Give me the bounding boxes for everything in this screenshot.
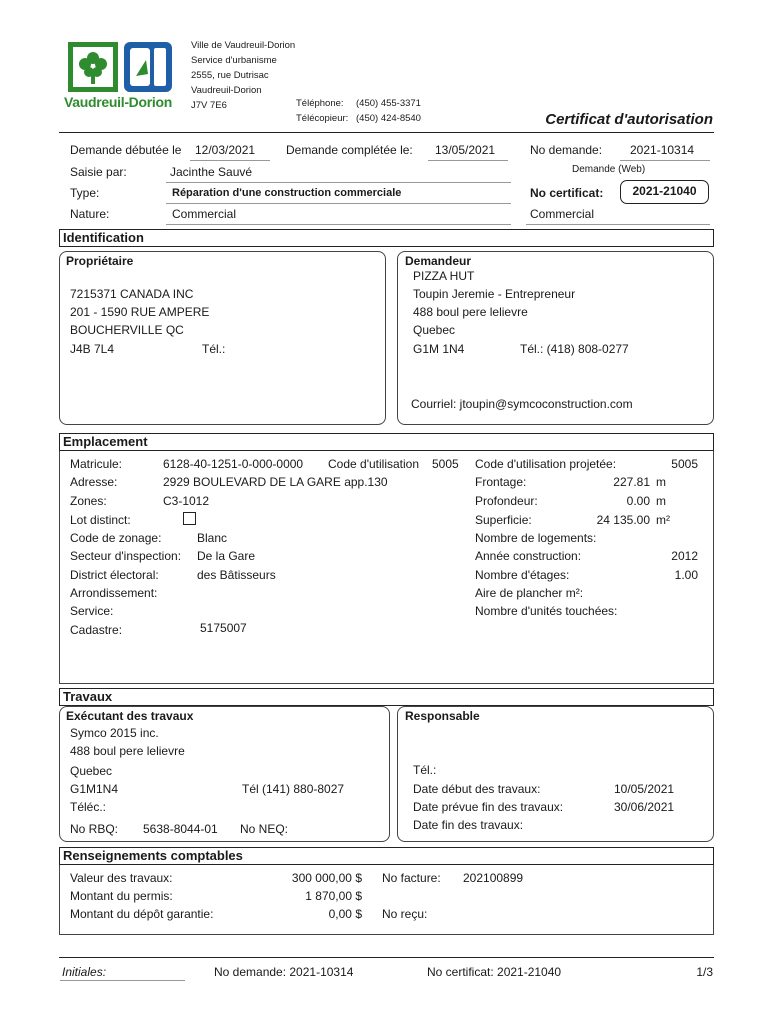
applicant-title: Demandeur bbox=[405, 254, 472, 268]
nature-right-value: Commercial bbox=[530, 207, 595, 221]
units-touched-label: Nombre d'unités touchées: bbox=[475, 604, 618, 618]
rbq-label: No RBQ: bbox=[70, 822, 119, 836]
lot-label: Lot distinct: bbox=[70, 513, 131, 527]
section-location: Emplacement bbox=[59, 433, 714, 451]
invoice-value: 202100899 bbox=[463, 871, 524, 885]
frontage-label: Frontage: bbox=[475, 475, 527, 489]
depth-value: 0.00 bbox=[626, 494, 650, 508]
service-label: Service: bbox=[70, 604, 114, 618]
floor-area-label: Aire de plancher m²: bbox=[475, 586, 584, 600]
rbq-value: 5638-8044-01 bbox=[143, 822, 218, 836]
started-value: 12/03/2021 bbox=[195, 143, 256, 157]
frontage-value: 227.81 bbox=[613, 475, 650, 489]
contractor-postal: G1M1N4 bbox=[70, 782, 119, 796]
header-divider bbox=[59, 132, 714, 133]
org-line: Ville de Vaudreuil-Dorion bbox=[191, 40, 296, 51]
permit-amount: 1 870,00 $ bbox=[305, 889, 362, 903]
neq-label: No NEQ: bbox=[240, 822, 289, 836]
city-logo bbox=[64, 38, 184, 112]
value-label: Valeur des travaux: bbox=[70, 871, 173, 885]
type-value: Réparation d'une construction commerciale bbox=[172, 187, 402, 199]
request-source: Demande (Web) bbox=[572, 164, 646, 175]
owner-name: 7215371 CANADA INC bbox=[70, 287, 194, 301]
underline bbox=[526, 224, 710, 225]
contractor-address: 488 boul pere lelievre bbox=[70, 744, 185, 758]
proj-code-label: Code d'utilisation projetée: bbox=[475, 457, 617, 471]
cert-no-value: 2021-21040 bbox=[620, 180, 709, 204]
initials-line bbox=[60, 980, 185, 981]
owner-address: 201 - 1590 RUE AMPERE bbox=[70, 305, 210, 319]
area-unit: m² bbox=[656, 513, 670, 527]
planned-end-value: 30/06/2021 bbox=[614, 800, 675, 814]
end-date-label: Date fin des travaux: bbox=[413, 818, 524, 832]
floors-value: 1.00 bbox=[674, 568, 698, 582]
section-identification: Identification bbox=[59, 229, 714, 247]
owner-postal: J4B 7L4 bbox=[70, 342, 115, 356]
receipt-label: No reçu: bbox=[382, 907, 428, 921]
section-works: Travaux bbox=[59, 688, 714, 706]
responsible-tel-label: Tél.: bbox=[413, 763, 437, 777]
deposit-amount: 0,00 $ bbox=[328, 907, 362, 921]
area-value: 24 135.00 bbox=[596, 513, 650, 527]
proj-code-value: 5005 bbox=[671, 457, 698, 471]
applicant-city: Quebec bbox=[413, 323, 456, 337]
contractor-tel: Tél (141) 880-8027 bbox=[242, 782, 345, 796]
deposit-label: Montant du dépôt garantie: bbox=[70, 907, 214, 921]
owner-tel-label: Tél.: bbox=[202, 342, 226, 356]
value-amount: 300 000,00 $ bbox=[291, 871, 362, 885]
nature-label: Nature: bbox=[70, 207, 110, 221]
type-label: Type: bbox=[70, 186, 100, 200]
address-value: 2929 BOULEVARD DE LA GARE app.130 bbox=[163, 475, 388, 489]
footer-request: No demande: 2021-10314 bbox=[214, 965, 354, 979]
completed-label: Demande complétée le: bbox=[286, 143, 413, 157]
applicant-name: Toupin Jeremie - Entrepreneur bbox=[413, 287, 576, 301]
fax-value: (450) 424-8540 bbox=[356, 113, 421, 124]
depth-label: Profondeur: bbox=[475, 494, 538, 508]
contractor-title: Exécutant des travaux bbox=[66, 709, 194, 723]
units-label: Nombre de logements: bbox=[475, 531, 597, 545]
entered-by-label: Saisie par: bbox=[70, 165, 127, 179]
underline bbox=[166, 182, 511, 183]
underline bbox=[166, 224, 511, 225]
cadastre-value: 5175007 bbox=[200, 621, 247, 635]
fax-label: Télécopieur: bbox=[296, 113, 349, 124]
sector-label: Secteur d'inspection: bbox=[70, 549, 182, 563]
year-label: Année construction: bbox=[475, 549, 582, 563]
initials-label: Initiales: bbox=[62, 965, 107, 979]
started-label: Demande débutée le bbox=[70, 143, 182, 157]
area-label: Superficie: bbox=[475, 513, 532, 527]
floors-label: Nombre d'étages: bbox=[475, 568, 570, 582]
underline bbox=[166, 203, 511, 204]
request-no-value: 2021-10314 bbox=[630, 143, 695, 157]
applicant-tel: Tél.: (418) 808-0277 bbox=[520, 342, 629, 356]
matricule-label: Matricule: bbox=[70, 457, 123, 471]
contractor-fax-label: Téléc.: bbox=[70, 800, 107, 814]
contractor-city: Quebec bbox=[70, 764, 113, 778]
owner-title: Propriétaire bbox=[66, 254, 134, 268]
responsible-title: Responsable bbox=[405, 709, 480, 723]
section-accounting: Renseignements comptables bbox=[59, 847, 714, 865]
district-label: District électoral: bbox=[70, 568, 159, 582]
planned-end-label: Date prévue fin des travaux: bbox=[413, 800, 564, 814]
phone-label: Téléphone: bbox=[296, 98, 344, 109]
zoning-value: Blanc bbox=[197, 531, 228, 545]
use-code-label: Code d'utilisation bbox=[328, 457, 420, 471]
frontage-unit: m bbox=[656, 475, 666, 489]
cert-no-label: No certificat: bbox=[530, 186, 604, 200]
applicant-email: Courriel: jtoupin@symcoconstruction.com bbox=[411, 397, 633, 411]
underline bbox=[190, 160, 270, 161]
org-line: 2555, rue Dutrisac bbox=[191, 70, 269, 81]
completed-value: 13/05/2021 bbox=[435, 143, 496, 157]
start-date-label: Date début des travaux: bbox=[413, 782, 541, 796]
footer-divider bbox=[59, 957, 714, 958]
nature-value: Commercial bbox=[172, 207, 237, 221]
start-date-value: 10/05/2021 bbox=[614, 782, 675, 796]
zoning-label: Code de zonage: bbox=[70, 531, 162, 545]
footer-certificate: No certificat: 2021-21040 bbox=[427, 965, 562, 979]
org-line: Service d'urbanisme bbox=[191, 55, 277, 66]
address-label: Adresse: bbox=[70, 475, 118, 489]
org-address bbox=[191, 38, 295, 113]
document-title: Certificat d'autorisation bbox=[545, 111, 713, 128]
request-no-label: No demande: bbox=[530, 143, 603, 157]
page-number: 1/3 bbox=[696, 965, 713, 979]
district-value: des Bâtisseurs bbox=[197, 568, 276, 582]
lot-distinct-checkbox[interactable] bbox=[183, 512, 196, 525]
underline bbox=[428, 160, 508, 161]
invoice-label: No facture: bbox=[382, 871, 441, 885]
matricule-value: 6128-40-1251-0-000-0000 bbox=[163, 457, 304, 471]
entered-by-value: Jacinthe Sauvé bbox=[170, 165, 253, 179]
logo-text: Vaudreuil-Dorion bbox=[64, 94, 172, 110]
zones-label: Zones: bbox=[70, 494, 107, 508]
year-value: 2012 bbox=[671, 549, 698, 563]
use-code-value: 5005 bbox=[432, 457, 459, 471]
zones-value: C3-1012 bbox=[163, 494, 210, 508]
owner-box bbox=[59, 251, 386, 425]
permit-label: Montant du permis: bbox=[70, 889, 173, 903]
applicant-postal: G1M 1N4 bbox=[413, 342, 465, 356]
org-line: Vaudreuil-Dorion bbox=[191, 85, 262, 96]
phone-value: (450) 455-3371 bbox=[356, 98, 421, 109]
owner-city: BOUCHERVILLE QC bbox=[70, 323, 184, 337]
org-line: J7V 7E6 bbox=[191, 100, 227, 111]
underline bbox=[620, 160, 710, 161]
depth-unit: m bbox=[656, 494, 666, 508]
sector-value: De la Gare bbox=[197, 549, 256, 563]
cadastre-label: Cadastre: bbox=[70, 623, 123, 637]
borough-label: Arrondissement: bbox=[70, 586, 158, 600]
applicant-address: 488 boul pere lelievre bbox=[413, 305, 528, 319]
applicant-company: PIZZA HUT bbox=[413, 269, 475, 283]
contractor-name: Symco 2015 inc. bbox=[70, 726, 159, 740]
